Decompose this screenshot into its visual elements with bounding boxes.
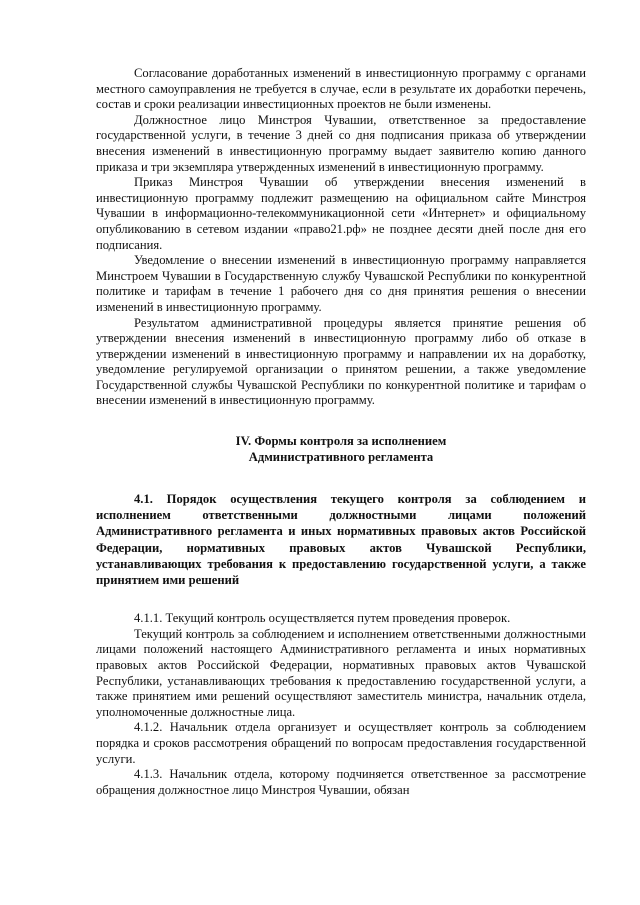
document-page [96, 66, 586, 798]
paragraph-notification: Уведомление о внесении изменений в инвестиционную программу направляется Минстроем Чувашии в Государственную службу Чувашской Республики по конкурентной политике и тарифам в течение 1 рабочего дня со дня принятия решения о внесении изменений в инвестиционную программу. [96, 253, 586, 314]
section-heading-line1: IV. Формы контроля за исполнением [235, 434, 447, 449]
paragraph-official-issues-copy: Должностное лицо Минстроя Чувашии, ответственное за предоставление государственной услуги, в течение 3 дней со дня подписания приказа об утверждении внесения изменений в инвестиционную программу выдает заявителю копию данного приказа и три экземпляра утвержденных изменений в инвестиционную программу. [96, 112, 586, 174]
paragraph-4-1-2: 4.1.2. Начальник отдела организует и осуществляет контроль за соблюдением порядка и сроков рассмотрения обращений по вопросам предоставления государственной услуги. [96, 720, 586, 766]
paragraph-order-publication: Приказ Минстроя Чувашии об утверждении внесения изменений в инвестиционную программу подлежит размещению на официальном сайте Минстроя Чувашии в информационно-телекоммуникационной сети «Интернет» и официальному опубликованию в сетевом издании «право21.рф» не позднее десяти дней после дня его подписания. [96, 175, 586, 252]
section-heading-line2: Административного регламента [248, 450, 434, 465]
subsection-heading: 4.1. Порядок осуществления текущего контроля за соблюдением и исполнением ответственными должностными лицами положений Административного регламента и иных нормативных правовых актов Российской Федерации, нормативных правовых актов Чувашской Республики, устанавливающих требования к предоставлению государственной услуги, а также принятием ими решений [96, 492, 586, 588]
paragraph-procedure-result: Результатом административной процедуры является принятие решения об утверждении внесения изменений в инвестиционную программу либо об отказе в утверждении изменений в инвестиционную программу и направлении их на доработку, уведомление регулируемой организации о принятом решении, а также уведомление Государственной службы Чувашской Республики по конкурентной политике и тарифам о внесении изменений в инвестиционную программу. [96, 315, 586, 408]
paragraph-coordination: Согласование доработанных изменений в инвестиционную программу с органами местного самоуправления не требуется в случае, если в результате их доработки перечень, состав и сроки реализации инвестиционных проектов не были изменены. [96, 66, 586, 112]
section-heading [96, 433, 586, 465]
paragraph-4-1-3: 4.1.3. Начальник отдела, которому подчиняется ответственное за рассмотрение обращения должностное лицо Минстроя Чувашии, обязан [96, 767, 586, 797]
paragraph-4-1-1: 4.1.1. Текущий контроль осуществляется путем проведения проверок. [134, 611, 511, 626]
paragraph-current-control: Текущий контроль за соблюдением и исполнением ответственными должностными лицами положений настоящего Административного регламента и иных нормативных правовых актов Российской Федерации, нормативных правовых актов Чувашской Республики, устанавливающих требования к предоставлению государственной услуги, а также принятием ими решений осуществляют заместитель министра, начальник отдела, уполномоченные должностные лица. [96, 626, 586, 719]
